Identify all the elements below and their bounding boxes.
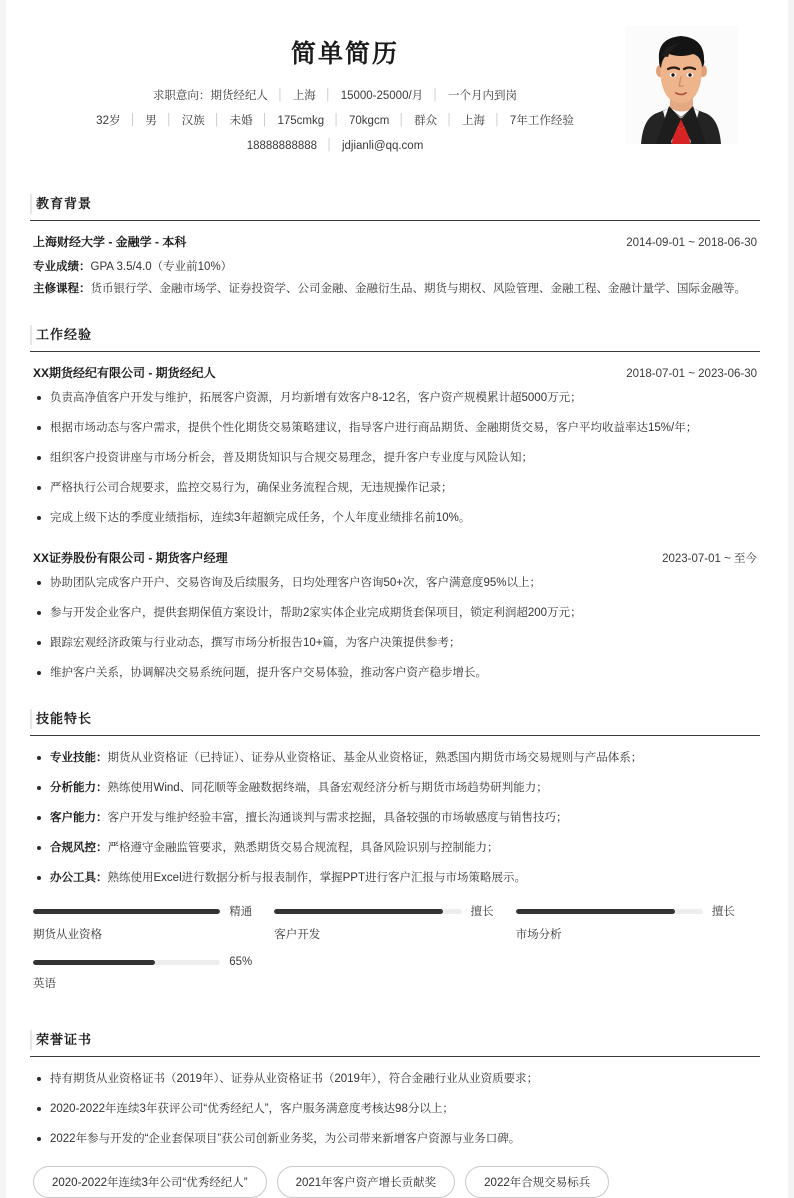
skill-label: 分析能力：: [50, 782, 108, 794]
list-item: 2022年参与开发的“企业套保项目”获公司创新业务奖，为公司带来新增客户资源与业务口碑。: [33, 1129, 757, 1150]
meta-value: 上海: [462, 115, 486, 127]
skill-text: 熟练使用Wind、同花顺等金融数据终端，具备宏观经济分析与期货市场趋势研判能力；: [107, 782, 548, 794]
section-header: [30, 324, 760, 352]
meta-value: 32岁: [96, 115, 121, 127]
meta-value: 70kgcm: [349, 115, 390, 127]
skill-bar-level: 擅长: [470, 906, 494, 918]
meta-value: 群众: [414, 115, 438, 127]
section-honors: [30, 1029, 760, 1198]
work-company: XX期货经纪有限公司 - 期货经纪人: [33, 366, 216, 380]
section-header: [30, 193, 760, 221]
skill-label: 专业技能：: [50, 752, 108, 764]
skill-bar-name: 英语: [33, 978, 56, 990]
skill-bar-name: 市场分析: [515, 929, 562, 941]
work-entry: [33, 364, 757, 529]
avatar: [625, 26, 738, 144]
list-item: [33, 778, 757, 799]
divider-icon: │: [398, 114, 406, 126]
section-title-work: 工作经验: [36, 327, 93, 342]
education-gpa-label: 专业成绩：: [33, 261, 91, 273]
list-item: [33, 838, 757, 859]
divider-icon: │: [261, 114, 269, 126]
divider-icon: │: [432, 89, 440, 101]
list-item: [33, 808, 757, 829]
skill-bar-track: [33, 960, 220, 965]
skill-bar-name: 客户开发: [274, 929, 321, 941]
section-education: [30, 193, 760, 300]
skill-bar-fill: [274, 909, 443, 914]
skill-text: 客户开发与维护经验丰富，擅长沟通谈判与需求挖掘，具备较强的市场敏感度与销售技巧；: [107, 812, 568, 824]
work-bullet-list: [33, 388, 757, 529]
list-item: 协助团队完成客户开户、交易咨询及后续服务，日均处理客户咨询50+次，客户满意度95%以上；: [33, 573, 757, 594]
skill-bar-track: [274, 909, 461, 914]
meta-value: 上海: [292, 90, 316, 102]
meta-value: 175cmkg: [277, 115, 325, 127]
job-intent-label: 求职意向：: [152, 90, 211, 102]
skill-bar-item: [33, 956, 274, 991]
divider-icon: │: [213, 114, 221, 126]
skill-bar-track: [516, 909, 703, 914]
list-item: 严格执行公司合规要求，监控交易行为，确保业务流程合规，无违规操作记录；: [33, 478, 757, 499]
divider-icon: │: [333, 114, 341, 126]
work-date: 2023-07-01 ~ 至今: [662, 553, 757, 565]
meta-row-intent: [30, 84, 640, 109]
skill-bar-level: 擅长: [711, 906, 735, 918]
skills-bullet-list: [33, 748, 757, 889]
work-entry: [33, 549, 757, 684]
meta-value: 15000-25000/月: [340, 90, 424, 102]
email-address: jdjianli@qq.com: [341, 140, 424, 152]
list-item: 参与开发企业客户，提供套期保值方案设计，帮助2家实体企业完成期货套保项目，锁定利润超200万元；: [33, 603, 757, 624]
meta-value: 期货经纪人: [210, 90, 268, 102]
list-item: 持有期货从业资格证书（2019年）、证券从业资格证书（2019年），符合金融行业从业资质要求；: [33, 1069, 757, 1090]
meta-value: 男: [145, 115, 157, 127]
divider-icon: │: [165, 114, 173, 126]
skill-bar-item: [33, 903, 274, 942]
meta-value: 汉族: [181, 115, 205, 127]
phone-number: 18888888888: [246, 140, 318, 152]
education-date: 2014-09-01 ~ 2018-06-30: [626, 237, 757, 249]
skill-bar-item: [516, 903, 757, 942]
meta-value: 7年工作经验: [509, 115, 574, 127]
divider-icon: │: [129, 114, 137, 126]
skill-label: 合规风控：: [50, 842, 108, 854]
honor-tag-group: [33, 1166, 757, 1198]
meta-value: 一个月内到岗: [448, 90, 518, 102]
skill-label: 办公工具：: [50, 872, 108, 884]
meta-row-contact: [30, 134, 640, 159]
divider-icon: │: [446, 114, 454, 126]
work-bullet-list: [33, 573, 757, 684]
meta-value: 未婚: [229, 115, 253, 127]
section-title-education: 教育背景: [36, 196, 93, 211]
divider-icon: │: [326, 139, 333, 151]
section-header: [30, 1029, 760, 1057]
resume-header: [30, 14, 760, 169]
honors-bullet-list: [33, 1069, 757, 1150]
skill-bar-track: [33, 909, 220, 914]
list-item: 维护客户关系，协调解决交易系统问题，提升客户交易体验，推动客户资产稳步增长。: [33, 663, 757, 684]
section-title-honors: 荣誉证书: [36, 1032, 93, 1047]
divider-icon: │: [324, 89, 332, 101]
skill-text: 期货从业资格证（已持证）、证券从业资格证、基金从业资格证，熟悉国内期货市场交易规则与产品体系；: [107, 752, 643, 764]
section-work: [30, 324, 760, 684]
education-entry: [33, 233, 757, 300]
education-courses-value: 货币银行学、金融市场学、证券投资学、公司金融、金融衍生品、期货与期权、风险管理、金融工程、金融计量学、国际金融等。: [90, 283, 746, 295]
education-gpa-value: GPA 3.5/4.0（专业前10%）: [90, 261, 233, 273]
list-item: 负责高净值客户开发与维护，拓展客户资源，月均新增有效客户8-12名，客户资产规模累计超5000万元；: [33, 388, 757, 409]
education-school: 上海财经大学 - 金融学 - 本科: [33, 235, 187, 249]
section-skills: [30, 708, 760, 1005]
skill-text: 熟练使用Excel进行数据分析与报表制作，掌握PPT进行客户汇报与市场策略展示。: [107, 872, 526, 884]
skill-bar-fill: [33, 909, 220, 914]
list-item: 组织客户投资讲座与市场分析会，普及期货知识与合规交易理念，提升客户专业度与风险认知；: [33, 448, 757, 469]
skill-bar-fill: [516, 909, 675, 914]
avatar-portrait-icon: [625, 26, 738, 144]
skill-bar-item: [274, 903, 515, 942]
skill-label: 客户能力：: [50, 812, 108, 824]
skill-text: 严格遵守金融监管要求，熟悉期货交易合规流程，具备风险识别与控制能力；: [107, 842, 499, 854]
skill-bar-name: 期货从业资格: [33, 929, 102, 941]
honor-tag[interactable]: 2022年合规交易标兵: [465, 1166, 609, 1198]
list-item: 跟踪宏观经济政策与行业动态，撰写市场分析报告10+篇，为客户决策提供参考；: [33, 633, 757, 654]
education-gpa-line: [33, 257, 757, 278]
work-company: XX证券股份有限公司 - 期货客户经理: [33, 551, 228, 565]
honor-tag[interactable]: 2021年客户资产增长贡献奖: [277, 1166, 456, 1198]
page-title: 简单简历: [290, 40, 399, 68]
skill-bar-group: [33, 903, 757, 1005]
divider-icon: │: [494, 114, 501, 126]
section-header: [30, 708, 760, 736]
education-courses-line: [33, 279, 757, 300]
work-date: 2018-07-01 ~ 2023-06-30: [626, 368, 757, 380]
meta-row-personal: [30, 109, 640, 134]
skill-bar-fill: [33, 960, 155, 965]
list-item: 根据市场动态与客户需求，提供个性化期货交易策略建议，指导客户进行商品期货、金融期货交易，客户平均收益率达15%/年；: [33, 418, 757, 439]
list-item: 完成上级下达的季度业绩指标，连续3年超额完成任务，个人年度业绩排名前10%。: [33, 508, 757, 529]
honor-tag[interactable]: 2020-2022年连续3年公司“优秀经纪人”: [33, 1166, 267, 1198]
education-courses-label: 主修课程：: [33, 283, 91, 295]
skill-bar-level: 65%: [229, 956, 253, 968]
skill-bar-level: 精通: [229, 906, 253, 918]
section-title-skills: 技能特长: [36, 711, 93, 726]
list-item: 2020-2022年连续3年获评公司“优秀经纪人”，客户服务满意度考核达98分以上；: [33, 1099, 757, 1120]
list-item: [33, 868, 757, 889]
divider-icon: │: [276, 89, 284, 101]
list-item: [33, 748, 757, 769]
